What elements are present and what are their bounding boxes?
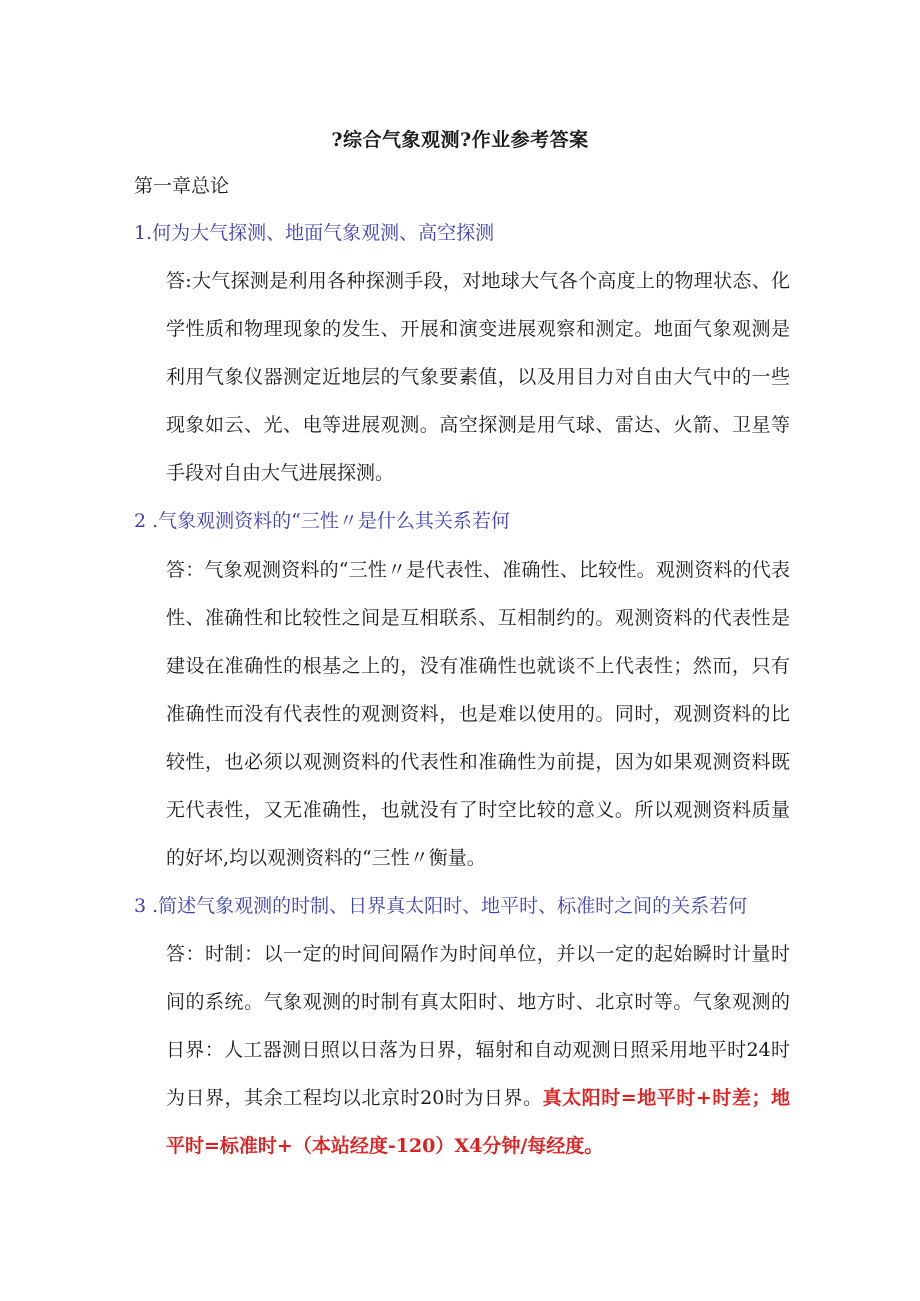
document-title: ?综合气象观测?作业参考答案: [331, 129, 589, 151]
answer-1-text: 答:大气探测是利用各种探测手段，对地球大气各个高度上的物理状态、化学性质和物理现象的发生、开展和演变进展观察和测定。地面气象观测是利用气象仪器测定近地层的气象要素值，以及用目力对自由大气中的一些现象如云、光、电等进展观测。高空探测是用气球、雷达、火箭、卫星等手段对自由大气进展探测。: [166, 270, 790, 484]
question-1-heading: [134, 219, 494, 247]
answer-3-highlight: 真太阳时=地平时+时差；地平时=标准时+（本站经度-120）X4分钟/每经度。: [166, 1087, 790, 1157]
question-2-text: 气象观测资料的“三性〃是什么其关系若何: [158, 510, 510, 532]
answer-2-text: 答：气象观测资料的“三性〃是代表性、准确性、比较性。观测资料的代表性、准确性和比较性之间是互相联系、互相制约的。观测资料的代表性是建设在准确性的根基之上的，没有准确性也就谈不上代表性；然而，只有准确性而没有代表性的观测资料，也是难以使用的。同时，观测资料的比较性，也必须以观测资料的代表性和准确性为前提，因为如果观测资料既无代表性，又无准确性，也就没有了时空比较的意义。所以观测资料质量的好坏,均以观测资料的“三性〃衡量。: [166, 559, 790, 869]
answer-3-text: 答：时制：以一定的时间间隔作为时间单位，并以一定的起始瞬时计量时间的系统。气象观测的时制有真太阳时、地方时、北京时等。气象观测的日界：人工器测日照以日落为日界，辐射和自动观测日照采用地平时24时为日界，其余工程均以北京时20时为日界。: [166, 943, 790, 1109]
question-1-text: 何为大气探测、地面气象观测、高空探测: [152, 222, 495, 244]
question-2-heading: [134, 507, 510, 535]
answer-1: [166, 257, 790, 497]
question-1-number: 1.: [134, 222, 153, 244]
answer-2: [166, 546, 790, 882]
chapter-heading: 第一章总论: [134, 175, 230, 197]
answer-3-paragraph: [166, 930, 790, 1170]
question-3-text: 简述气象观测的时制、日界真太阳时、地平时、标准时之间的关系若何: [158, 895, 748, 917]
question-3-number: 3 .: [134, 895, 159, 917]
question-2-number: 2 .: [134, 510, 159, 532]
answer-3: [166, 930, 790, 1170]
question-3-heading: [134, 892, 747, 920]
